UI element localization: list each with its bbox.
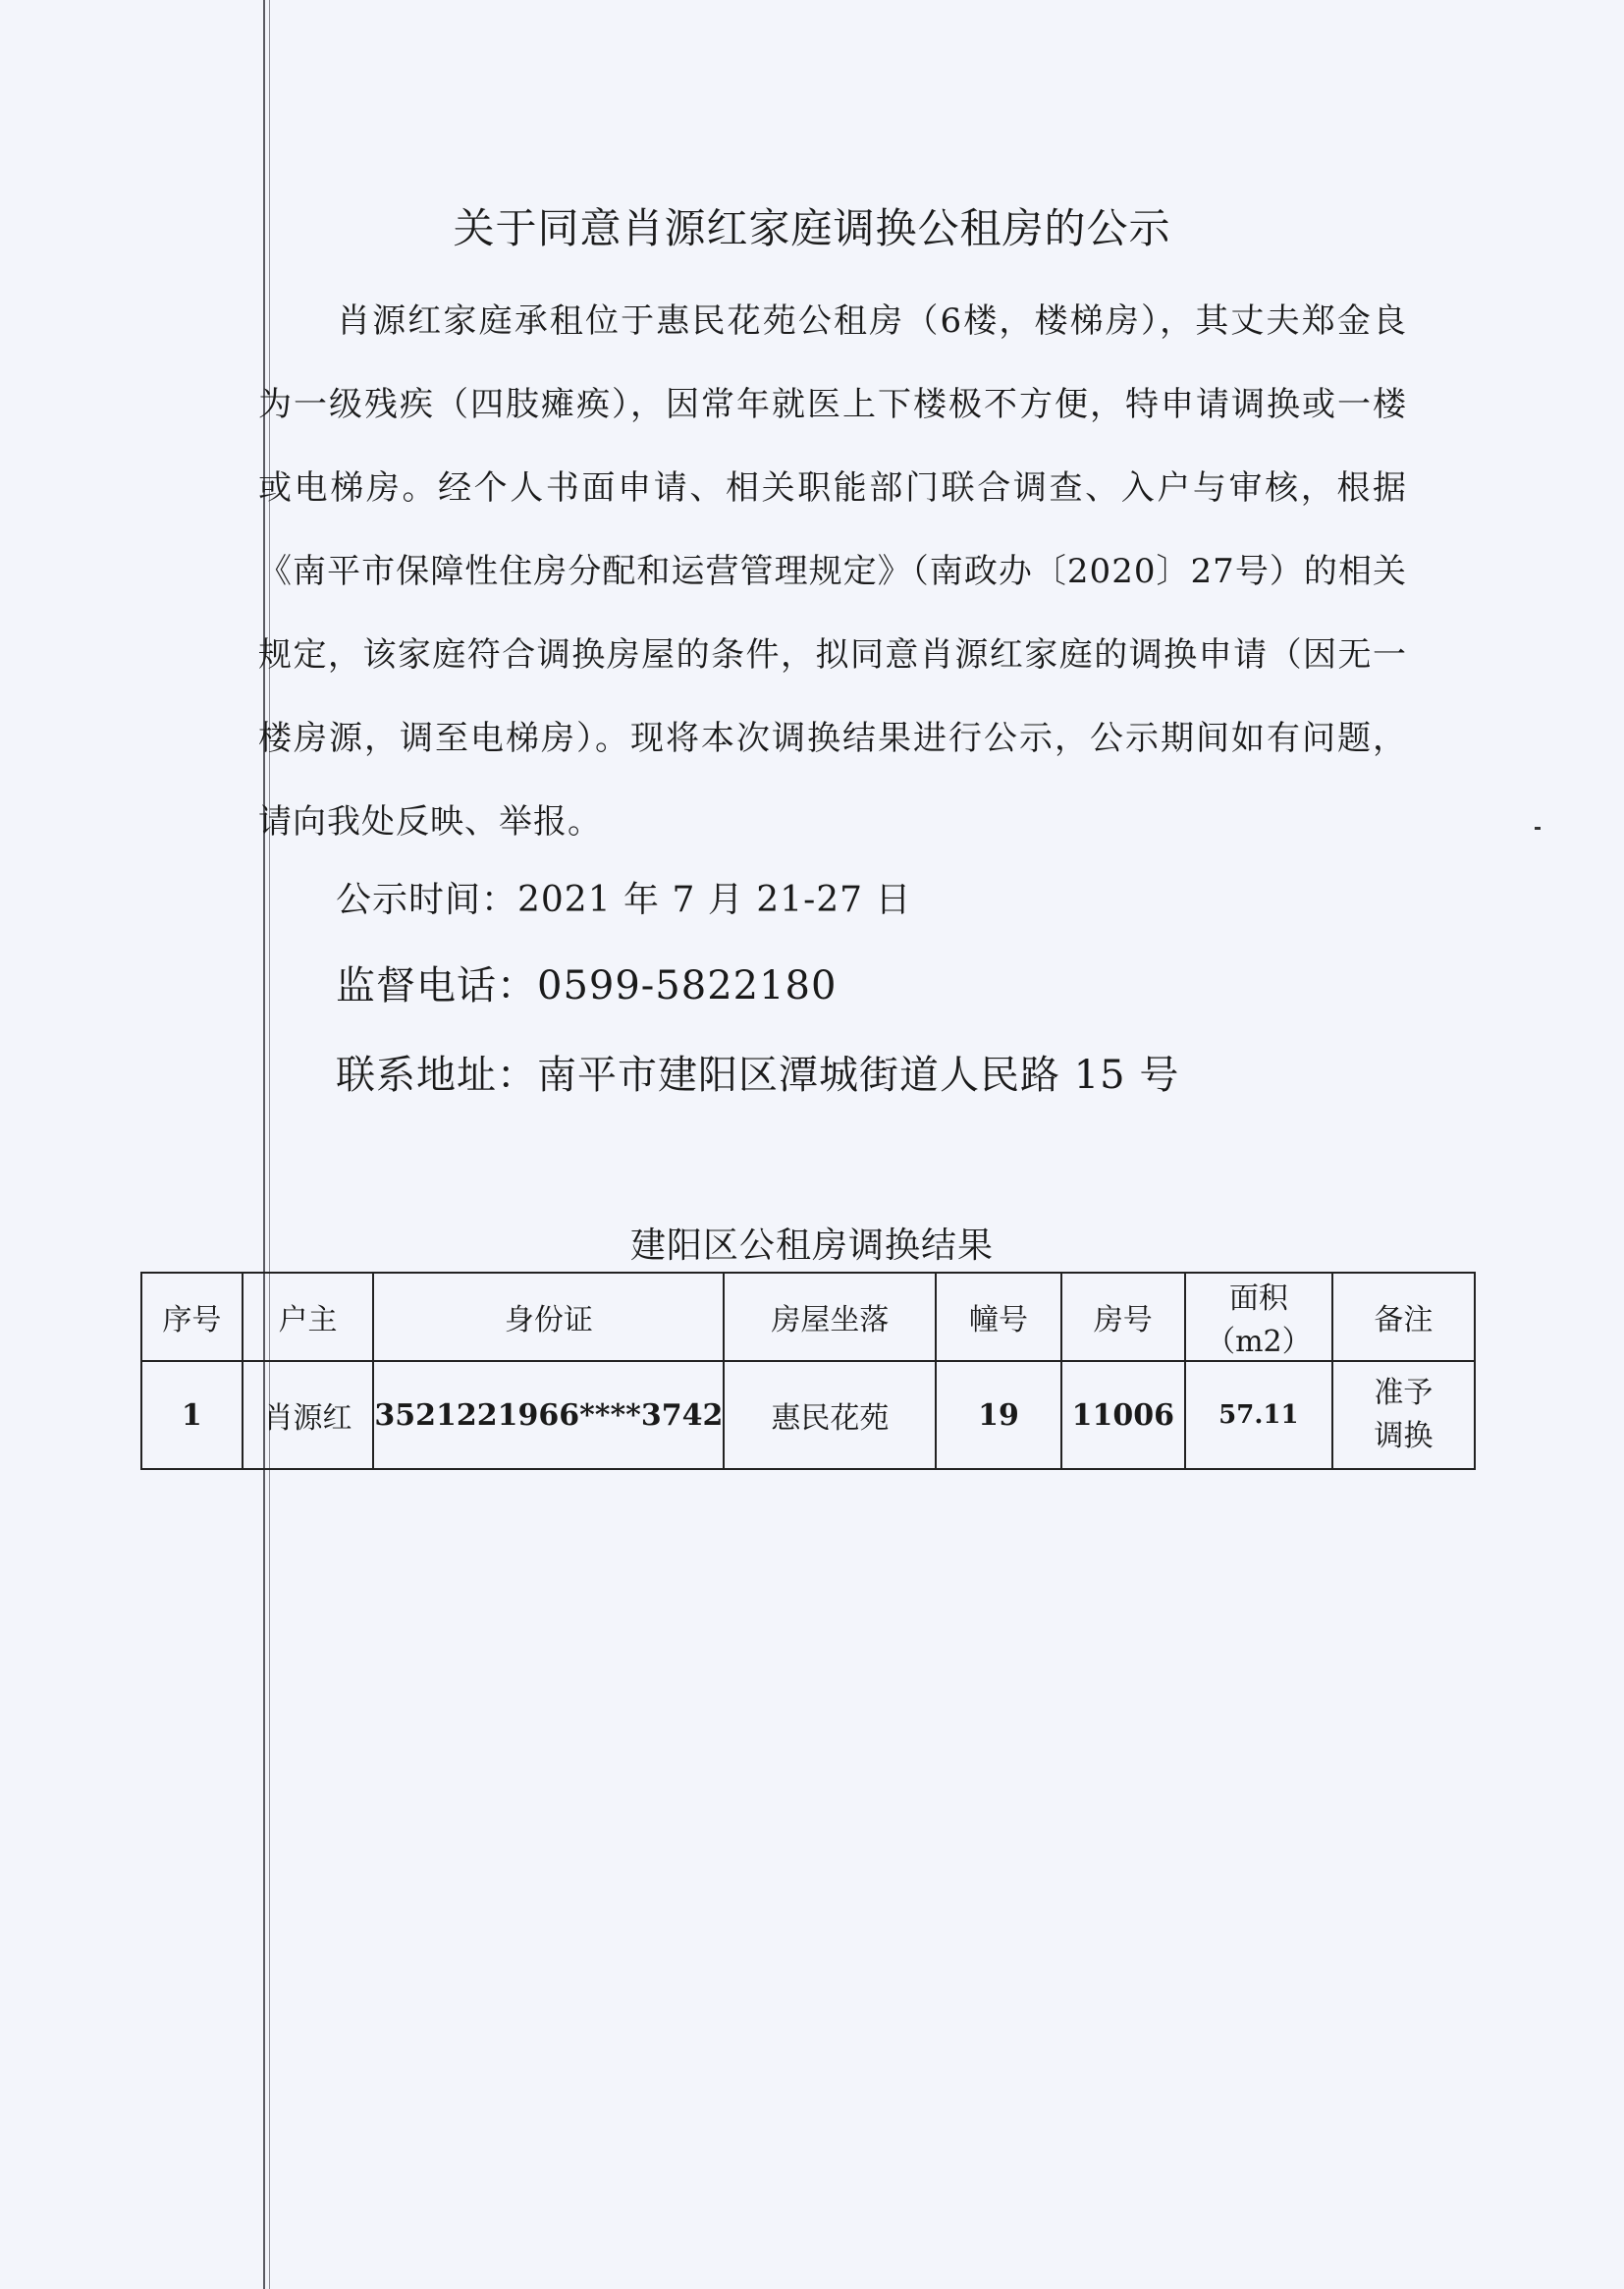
header-room: 房号 [1061,1273,1185,1361]
table-row [141,1361,1475,1469]
header-location: 房屋坐落 [724,1273,936,1361]
cell-index: 1 [141,1361,243,1469]
header-building: 幢号 [936,1273,1060,1361]
result-table [140,1272,1476,1470]
contact-address: 联系地址：南平市建阳区潭城街道人民路 15 号 [336,1053,1180,1098]
header-id: 身份证 [373,1273,724,1361]
cell-owner: 肖源红 [243,1361,374,1469]
header-index: 序号 [141,1273,243,1361]
cell-location: 惠民花苑 [724,1361,936,1469]
page-title: 关于同意肖源红家庭调换公租房的公示 [453,204,1171,252]
cell-remark: 准予调换 [1332,1361,1475,1469]
notice-time: 公示时间：2021 年 7 月 21-27 日 [336,880,912,920]
table-title: 建阳区公租房调换结果 [629,1226,994,1266]
header-owner: 户主 [243,1273,374,1361]
cell-building: 19 [936,1361,1060,1469]
scan-speck [1535,827,1541,830]
table-header-row [141,1273,1475,1361]
supervision-phone: 监督电话：0599-5822180 [336,963,838,1008]
header-remark: 备注 [1332,1273,1475,1361]
cell-room: 11006 [1061,1361,1185,1469]
notice-body: 肖源红家庭承租位于惠民花苑公租房（6楼，楼梯房），其丈夫郑金良为一级残疾（四肢瘫痪），因常年就医上下楼极不方便，特申请调换或一楼或电梯房。经个人书面申请、相关职能部门联合调查、入户与审核，根据《南平市保障性住房分配和运营管理规定》（南政办〔2020〕27号）的相关规定，该家庭符合调换房屋的条件，拟同意肖源红家庭的调换申请（因无一楼房源，调至电梯房）。现将本次调换结果进行公示，公示期间如有问题，请向我处反映、举报。 [258,301,1407,842]
cell-area: 57.11 [1185,1361,1332,1469]
cell-id: 3521221966****3742 [373,1361,724,1469]
header-area: 面积（m2） [1185,1273,1332,1361]
